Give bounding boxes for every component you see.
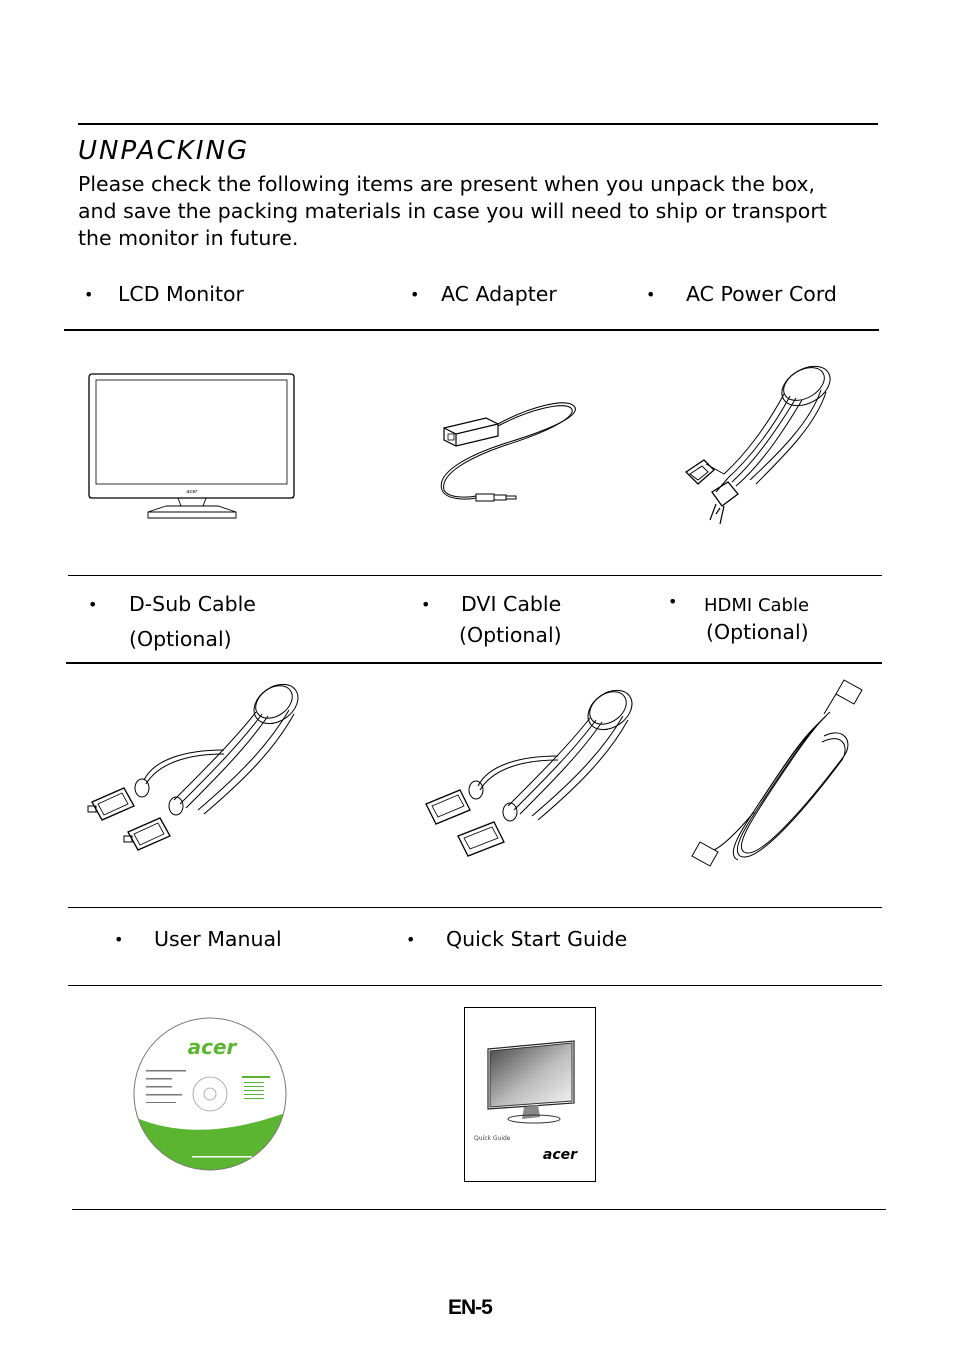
intro-line: Please check the following items are present when you unpack the box, — [78, 172, 816, 196]
intro-line: the monitor in future. — [78, 226, 299, 250]
item-dvi-cable: DVI Cable — [461, 592, 562, 616]
item-lcd-monitor: LCD Monitor — [118, 282, 244, 306]
page-number: EN-5 — [448, 1296, 492, 1319]
dvi-cable-illustration — [418, 686, 634, 864]
guide-logo: acer — [542, 1147, 578, 1163]
guide-caption: Quick Guide — [474, 1135, 511, 1142]
hdmi-cable-illustration — [694, 676, 870, 872]
item-user-manual: User Manual — [154, 927, 282, 951]
quick-guide-illustration — [464, 1007, 596, 1182]
monitor-illustration — [86, 372, 298, 524]
item-ac-adapter: AC Adapter — [441, 282, 557, 306]
ac-adapter-illustration — [436, 398, 580, 512]
item-hdmi-cable: HDMI Cable — [704, 595, 810, 616]
item-dsub-cable-note: (Optional) — [129, 627, 232, 651]
bullet-icon: • — [406, 930, 416, 949]
row-divider — [72, 1209, 886, 1210]
bullet-icon: • — [646, 285, 656, 304]
power-cord-illustration — [676, 364, 836, 528]
intro-paragraph — [78, 171, 878, 252]
bullet-icon: • — [421, 595, 431, 614]
item-ac-power-cord: AC Power Cord — [686, 282, 837, 306]
bullet-icon: • — [88, 595, 98, 614]
intro-line: and save the packing materials in case you will need to ship or transport — [78, 199, 827, 223]
row-divider — [68, 575, 882, 576]
bullet-icon: • — [114, 930, 124, 949]
header-rule — [78, 123, 878, 125]
row-divider — [66, 662, 882, 664]
monitor-logo: acer — [186, 489, 198, 495]
row-divider — [68, 985, 882, 986]
item-hdmi-cable-note: (Optional) — [706, 620, 809, 644]
cd-logo: acer — [187, 1035, 237, 1059]
item-quick-start-guide: Quick Start Guide — [446, 927, 628, 951]
item-dvi-cable-note: (Optional) — [459, 623, 562, 647]
row-divider — [64, 329, 879, 331]
bullet-icon: • — [410, 285, 420, 304]
section-title: UNPACKING — [78, 136, 250, 166]
dsub-cable-illustration — [84, 680, 300, 858]
cd-illustration — [132, 1016, 288, 1172]
row-divider — [68, 907, 882, 908]
bullet-icon: • — [668, 592, 678, 611]
item-dsub-cable: D-Sub Cable — [129, 592, 256, 616]
bullet-icon: • — [84, 285, 94, 304]
